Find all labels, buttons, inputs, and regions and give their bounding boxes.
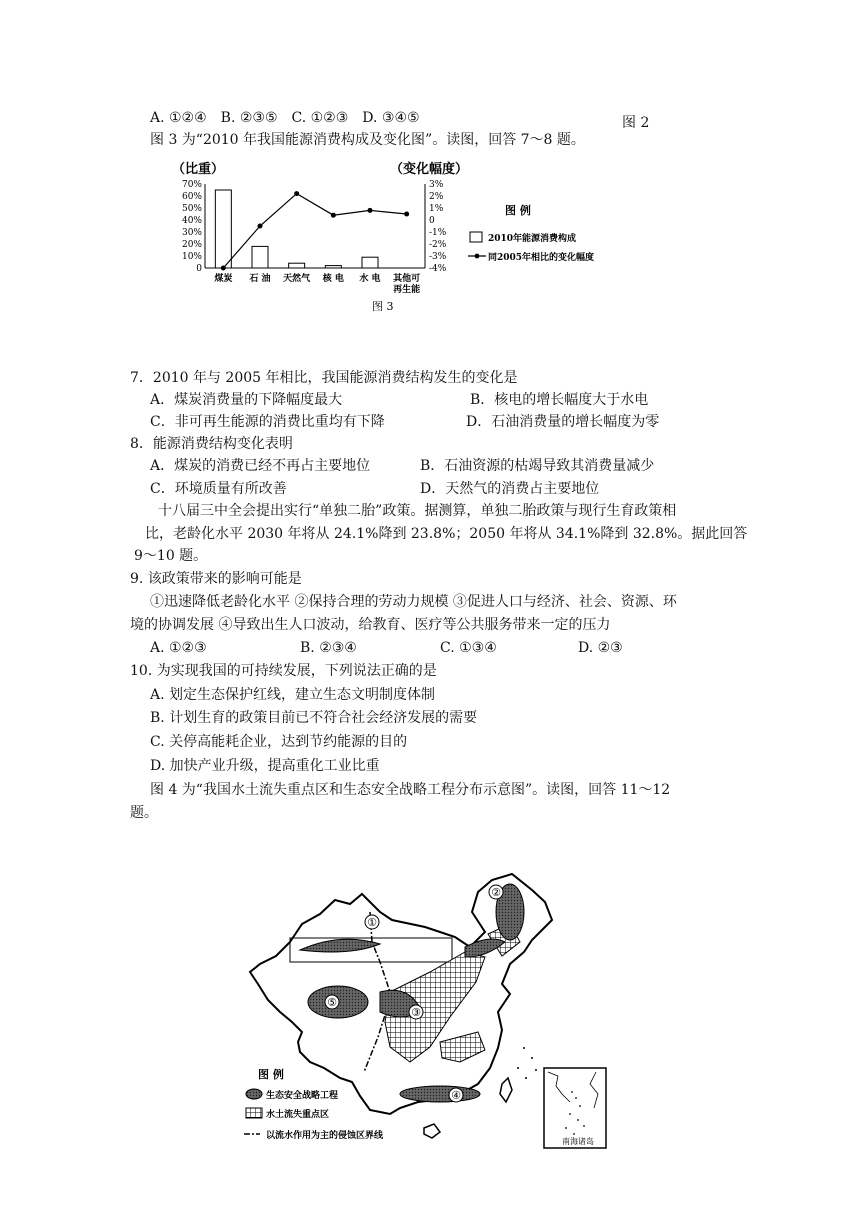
china-map: [240, 872, 610, 1152]
fig4-intro-line2: 题。: [130, 805, 158, 821]
change-point-3: [331, 213, 336, 218]
map-legend-title: 图 例: [258, 1068, 284, 1081]
q9-option-a: A. ①②③: [150, 640, 207, 656]
fig4-intro-line1: 图 4 为“我国水土流失重点区和生态安全战略工程分布示意图”。读图，回答 11～12: [150, 782, 671, 798]
legend-title: 图 例: [505, 204, 531, 217]
legend-line-label: 同2005年相比的变化幅度: [488, 253, 595, 263]
map-legend-eco: 生态安全战略工程: [266, 1091, 339, 1101]
change-point-2: [294, 191, 299, 196]
legend-line-marker: [475, 254, 480, 259]
chart-caption: 图 3: [372, 300, 394, 313]
category-label: 核 电: [322, 274, 344, 284]
figure-3-intro: 图 3 为“2010 年我国能源消费构成及变化图”。读图，回答 7～8 题。: [150, 132, 585, 148]
category-label: 煤炭: [214, 274, 233, 284]
q10-option-c: C. 关停高能耗企业，达到节约能源的目的: [150, 734, 408, 750]
q10-option-b: B. 计划生育的政策目前已不符合社会经济发展的需要: [150, 710, 478, 726]
bar-2: [289, 263, 305, 268]
legend-bar-swatch: [470, 232, 482, 242]
marker-1: ①: [367, 916, 377, 929]
category-label: 再生能: [393, 285, 421, 295]
left-tick-label: 50%: [181, 204, 202, 214]
q7-stem: 7．2010 年与 2005 年相比，我国能源消费结构发生的变化是: [130, 370, 518, 386]
left-tick-label: 40%: [181, 216, 202, 226]
right-tick-label: -3%: [429, 252, 447, 262]
right-tick-label: -1%: [429, 228, 447, 238]
taiwan-island: [500, 1078, 512, 1102]
bar-4: [362, 257, 378, 268]
q9-statements-2: 境的协调发展 ④导致出生人口波动，给教育、医疗等公共服务带来一定的压力: [130, 617, 611, 633]
category-label: 水 电: [359, 274, 381, 284]
q8-stem: 8．能源消费结构变化表明: [130, 436, 293, 452]
policy-intro-line1: 十八届三中全会提出实行“单独二胎”政策。据测算，单独二胎政策与现行生育政策相: [158, 503, 677, 519]
inset-label: 南海诸岛: [562, 1137, 594, 1146]
left-tick-label: 0: [196, 264, 202, 274]
eco-zone-4: [400, 1086, 480, 1102]
right-tick-label: -2%: [429, 240, 447, 250]
left-tick-label: 70%: [181, 180, 202, 190]
figure-2-label: 图 2: [622, 115, 650, 131]
right-axis-title: （变化幅度）: [390, 162, 469, 177]
change-point-1: [258, 224, 263, 229]
q7-option-a: A．煤炭消费量的下降幅度最大: [150, 392, 343, 408]
left-tick-label: 60%: [181, 192, 202, 202]
bar-0: [215, 190, 231, 268]
q10-option-d: D. 加快产业升级，提高重化工业比重: [150, 758, 380, 774]
map-legend-eco-swatch: [246, 1089, 262, 1099]
bar-3: [325, 266, 341, 268]
q7-option-b: B．核电的增长幅度大于水电: [470, 392, 649, 408]
change-point-0: [221, 266, 226, 271]
marker-4: ④: [451, 1089, 461, 1102]
q10-stem: 10. 为实现我国的可持续发展，下列说法正确的是: [130, 663, 437, 679]
q8-option-b: B．石油资源的枯竭导致其消费量减少: [420, 458, 655, 474]
policy-intro-line3: 9～10 题。: [134, 548, 208, 564]
q7-option-d: D．石油消费量的增长幅度为零: [466, 414, 660, 430]
q9-option-d: D. ②③: [578, 640, 623, 656]
q8-option-c: C．环境质量有所改善: [150, 481, 287, 497]
left-tick-label: 10%: [181, 252, 202, 262]
q8-option-d: D．天然气的消费占主要地位: [420, 481, 600, 497]
q9-statements-1: ①迅速降低老龄化水平 ②保持合理的劳动力规模 ③促进人口与经济、社会、资源、环: [150, 594, 677, 610]
change-line: [223, 194, 406, 268]
category-label: 石 油: [249, 274, 271, 284]
policy-intro-line2: 比，老龄化水平 2030 年将从 24.1%降到 23.8%；2050 年将从 34.1%降到 32.8%。据此回答: [145, 526, 748, 542]
map-legend-erosion-swatch: [246, 1108, 262, 1118]
left-tick-label: 30%: [181, 228, 202, 238]
map-legend-line: 以流水作用为主的侵蚀区界线: [266, 1131, 384, 1141]
q9-option-b: B. ②③④: [300, 640, 357, 656]
bar-1: [252, 246, 268, 268]
q9-stem: 9. 该政策带来的影响可能是: [130, 571, 302, 587]
left-axis-title: （比重）: [172, 162, 225, 177]
options-line: A. ①②④ B. ②③⑤ C. ①②③ D. ③④⑤: [150, 110, 420, 126]
q10-option-a: A. 划定生态保护红线，建立生态文明制度体制: [150, 687, 436, 703]
right-tick-label: 3%: [429, 180, 444, 190]
q9-option-c: C. ①③④: [440, 640, 497, 656]
change-point-5: [404, 212, 409, 217]
q7-option-c: C．非可再生能源的消费比重均有下降: [150, 414, 385, 430]
inset-south-china-sea: [544, 1068, 606, 1148]
left-tick-label: 20%: [181, 240, 202, 250]
right-tick-label: -4%: [429, 264, 447, 274]
hainan-island: [424, 1124, 440, 1138]
right-tick-label: 2%: [429, 192, 444, 202]
q8-option-a: A．煤炭的消费已经不再占主要地位: [150, 458, 371, 474]
marker-3: ③: [411, 1006, 421, 1019]
right-tick-label: 1%: [429, 204, 444, 214]
change-point-4: [368, 208, 373, 213]
legend-bar-label: 2010年能源消费构成: [488, 234, 577, 244]
energy-chart: [150, 158, 650, 318]
map-legend-erosion: 水土流失重点区: [266, 1110, 330, 1120]
category-label: 天然气: [283, 274, 311, 284]
right-tick-label: 0: [429, 216, 435, 226]
coastal-islets: [517, 1047, 537, 1079]
category-label: 其他可: [393, 274, 421, 284]
marker-5: ⑤: [327, 996, 337, 1009]
marker-2: ②: [491, 886, 501, 899]
